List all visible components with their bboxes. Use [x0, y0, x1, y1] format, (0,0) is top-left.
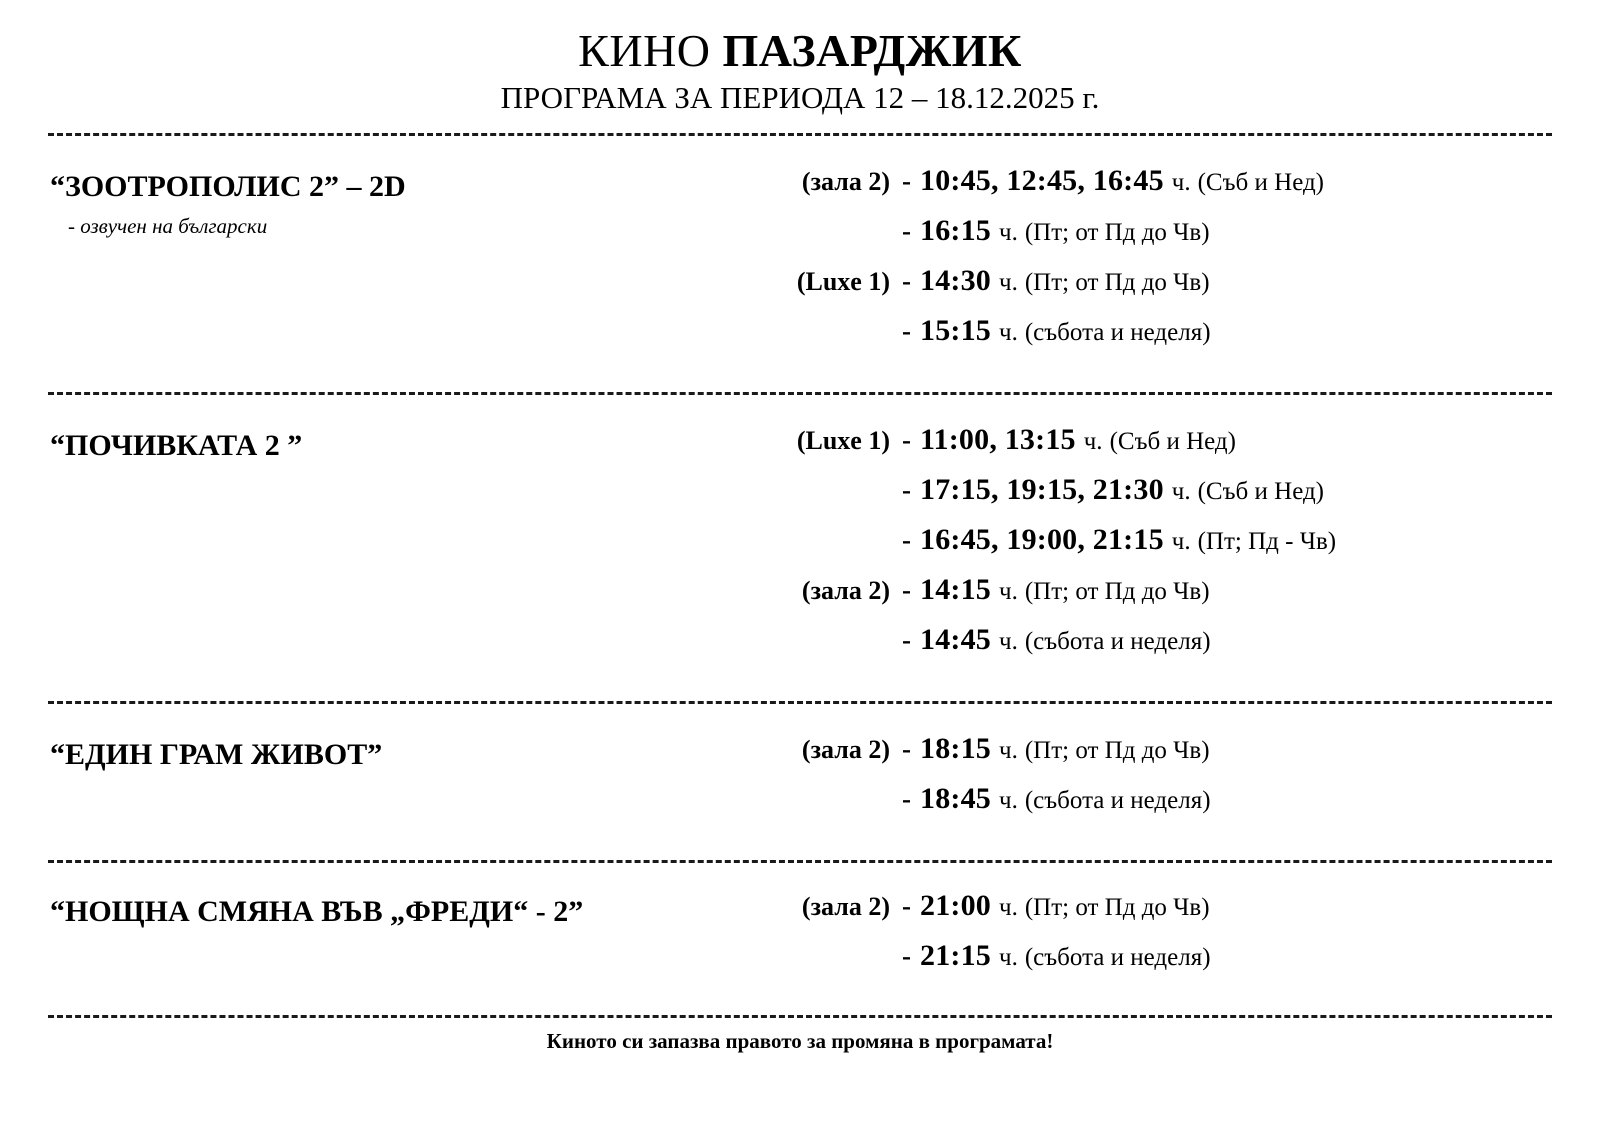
row-dash: -	[902, 941, 911, 972]
film-info	[50, 734, 772, 773]
hour-marker: ч.	[1083, 428, 1103, 456]
showtime-row[interactable]	[772, 525, 1560, 575]
showtimes[interactable]: 15:15	[920, 314, 991, 348]
film-note: - озвучен на български	[68, 213, 268, 238]
film-title[interactable]: “НОЩНА СМЯНА ВЪВ „ФРЕДИ“ - 2”	[50, 895, 584, 929]
separator	[48, 1015, 1552, 1018]
row-dash: -	[902, 166, 911, 197]
hour-marker: ч.	[999, 578, 1018, 606]
showtime-row[interactable]	[772, 475, 1560, 525]
film-title[interactable]: “ЗООТРОПОЛИС 2” – 2D	[50, 170, 406, 204]
page-title	[0, 26, 1600, 76]
hour-marker: ч.	[1171, 528, 1191, 556]
cinema-name: ПАЗАРДЖИК	[722, 25, 1022, 76]
page-header	[0, 0, 1600, 115]
days-note: (Пт; Пд - Чв)	[1197, 528, 1337, 556]
showtime-row[interactable]	[772, 575, 1560, 625]
showtimes[interactable]: 14:15	[920, 573, 991, 607]
showtime-row[interactable]	[772, 784, 1560, 834]
hour-marker: ч.	[999, 269, 1018, 297]
film-info	[50, 425, 772, 464]
film-list	[0, 136, 1600, 1018]
row-dash: -	[902, 425, 911, 456]
showtime-row[interactable]	[772, 266, 1560, 316]
film-title[interactable]: “ПОЧИВКАТА 2 ”	[50, 429, 303, 463]
film-block	[0, 863, 1600, 1015]
row-dash: -	[902, 216, 911, 247]
showtimes[interactable]: 21:15	[920, 939, 991, 973]
hour-marker: ч.	[1171, 478, 1191, 506]
days-note: (Пт; от Пд до Чв)	[1024, 737, 1210, 765]
showtime-row[interactable]	[772, 891, 1560, 941]
film-block	[0, 704, 1600, 860]
film-block	[0, 395, 1600, 701]
showtime-row[interactable]	[772, 166, 1560, 216]
row-dash: -	[902, 266, 911, 297]
days-note: (Пт; от Пд до Чв)	[1024, 219, 1210, 247]
days-note: (Съб и Нед)	[1197, 478, 1325, 506]
row-dash: -	[902, 525, 911, 556]
showtimes[interactable]: 16:45, 19:00, 21:15	[920, 523, 1164, 557]
film-block	[0, 136, 1600, 392]
showtimes[interactable]: 18:15	[920, 732, 991, 766]
hour-marker: ч.	[999, 787, 1018, 815]
cinema-word: КИНО	[578, 25, 711, 76]
hall-label: (зала 2)	[801, 735, 890, 765]
showtime-list	[772, 166, 1560, 366]
row-dash: -	[902, 475, 911, 506]
showtimes[interactable]: 18:45	[920, 782, 991, 816]
film-title[interactable]: “ЕДИН ГРАМ ЖИВОТ”	[50, 738, 383, 772]
film-info	[50, 166, 772, 239]
showtime-row[interactable]	[772, 216, 1560, 266]
showtime-list	[772, 425, 1560, 675]
hall-label: (зала 2)	[801, 892, 890, 922]
row-dash: -	[902, 316, 911, 347]
showtime-list	[772, 891, 1560, 991]
hour-marker: ч.	[1171, 169, 1191, 197]
showtime-row[interactable]	[772, 316, 1560, 366]
days-note: (събота и неделя)	[1024, 944, 1211, 972]
row-dash: -	[902, 734, 911, 765]
hour-marker: ч.	[999, 628, 1018, 656]
hour-marker: ч.	[999, 944, 1018, 972]
days-note: (Съб и Нед)	[1197, 169, 1325, 197]
program-period: ПРОГРАМА ЗА ПЕРИОДА 12 – 18.12.2025 г.	[500, 79, 1100, 115]
showtimes[interactable]: 21:00	[920, 889, 991, 923]
hour-marker: ч.	[999, 737, 1018, 765]
hall-label: (Luxe 1)	[796, 267, 890, 297]
hall-label: (зала 2)	[801, 167, 890, 197]
row-dash: -	[902, 625, 911, 656]
showtimes[interactable]: 17:15, 19:15, 21:30	[920, 473, 1164, 507]
days-note: (събота и неделя)	[1024, 787, 1211, 815]
hall-label: (Luxe 1)	[796, 426, 890, 456]
showtime-row[interactable]	[772, 734, 1560, 784]
showtimes[interactable]: 14:30	[920, 264, 991, 298]
showtime-row[interactable]	[772, 425, 1560, 475]
showtime-row[interactable]	[772, 941, 1560, 991]
days-note: (събота и неделя)	[1024, 319, 1211, 347]
row-dash: -	[902, 784, 911, 815]
film-info	[50, 891, 772, 930]
days-note: (Пт; от Пд до Чв)	[1024, 269, 1210, 297]
showtimes[interactable]: 16:15	[920, 214, 991, 248]
hour-marker: ч.	[999, 894, 1018, 922]
days-note: (Пт; от Пд до Чв)	[1024, 894, 1210, 922]
hour-marker: ч.	[999, 319, 1018, 347]
days-note: (Пт; от Пд до Чв)	[1024, 578, 1210, 606]
days-note: (Съб и Нед)	[1109, 428, 1236, 456]
hall-label: (зала 2)	[801, 576, 890, 606]
row-dash: -	[902, 891, 911, 922]
hour-marker: ч.	[999, 219, 1018, 247]
footer-disclaimer: Киното си запазва правото за промяна в програмата!	[546, 1029, 1054, 1054]
showtimes[interactable]: 14:45	[920, 623, 991, 657]
row-dash: -	[902, 575, 911, 606]
showtimes[interactable]: 10:45, 12:45, 16:45	[920, 164, 1164, 198]
showtime-row[interactable]	[772, 625, 1560, 675]
showtimes[interactable]: 11:00, 13:15	[920, 423, 1076, 457]
showtime-list	[772, 734, 1560, 834]
days-note: (събота и неделя)	[1024, 628, 1211, 656]
